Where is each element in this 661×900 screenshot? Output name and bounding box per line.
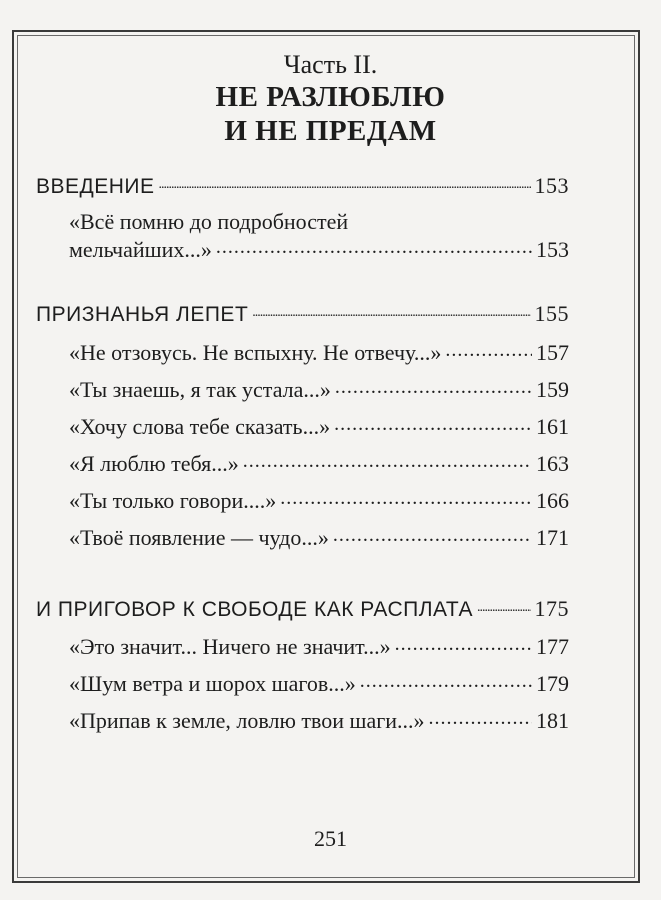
dot-leader	[445, 338, 532, 360]
toc-entry-title: «Шум ветра и шорох шагов...»	[69, 671, 356, 696]
toc-entry[interactable]	[69, 706, 569, 734]
toc-entry-title: «Хочу слова тебе сказать...»	[69, 414, 331, 439]
toc-section-vvedenie[interactable]	[36, 172, 569, 199]
toc-section-title: ПРИЗНАНЬЯ ЛЕПЕТ	[36, 303, 249, 326]
toc-entry-title: «Не отзовусь. Не вспыхну. Не отвечу...»	[69, 340, 442, 365]
toc-page-number: 163	[536, 451, 569, 476]
toc-entry-title: «Я люблю тебя...»	[69, 451, 239, 476]
toc-entry-title: «Это значит... Ничего не значит...»	[69, 634, 391, 659]
toc-page-number: 157	[536, 340, 569, 365]
dot-leader	[333, 523, 532, 545]
toc-page-number: 175	[534, 596, 569, 621]
toc-page-number: 181	[536, 708, 569, 733]
toc-entry[interactable]	[69, 632, 569, 660]
page-number: 251	[314, 826, 347, 851]
toc-entry[interactable]	[69, 669, 569, 697]
toc-page-number: 171	[536, 525, 569, 550]
toc-section-title: И ПРИГОВОР К СВОБОДЕ КАК РАСПЛАТА	[36, 598, 473, 621]
toc-page-number: 161	[536, 414, 569, 439]
toc-entry-title: «Ты только говори....»	[69, 488, 277, 513]
dot-leader	[395, 632, 532, 654]
toc-entry[interactable]	[69, 235, 569, 263]
toc-section-i-prigovor[interactable]	[36, 595, 569, 622]
toc-entry[interactable]	[69, 449, 569, 477]
toc-entry-title: «Ты знаешь, я так устала...»	[69, 377, 331, 402]
toc-entry[interactable]	[69, 486, 569, 514]
toc-entry-title: мельчайших...»	[69, 237, 212, 262]
toc-page-number: 159	[536, 377, 569, 402]
dot-leader	[243, 449, 532, 471]
toc-section-priznanya-lepet[interactable]	[36, 300, 569, 327]
dot-leader	[280, 486, 532, 508]
toc-page-number: 155	[534, 301, 569, 326]
toc-page-number: 179	[536, 671, 569, 696]
toc-entry[interactable]	[69, 338, 569, 366]
dot-leader	[334, 412, 532, 434]
part-title-line-1: НЕ РАЗЛЮБЛЮ	[215, 81, 446, 113]
part-title	[0, 80, 661, 148]
toc-entry-title: «Припав к земле, ловлю твои шаги...»	[69, 708, 425, 733]
toc-page-number: 153	[536, 237, 569, 262]
toc-entry[interactable]	[69, 375, 569, 403]
part-label: Часть II.	[283, 50, 378, 79]
dot-leader	[429, 706, 532, 728]
dot-leader	[477, 595, 531, 616]
dot-leader	[252, 300, 530, 321]
dot-leader	[360, 669, 532, 691]
toc-page-number: 153	[534, 173, 569, 198]
dot-leader	[216, 235, 532, 257]
part-title-line-2: И НЕ ПРЕДАМ	[224, 115, 437, 147]
toc-page-number: 166	[536, 488, 569, 513]
toc-section-title: ВВЕДЕНИЕ	[36, 175, 155, 198]
toc-page-number: 177	[536, 634, 569, 659]
toc-entry-line-1[interactable]: «Всё помню до подробностей	[69, 209, 349, 234]
dot-leader	[335, 375, 532, 397]
toc-entry[interactable]	[69, 412, 569, 440]
dot-leader	[159, 172, 531, 193]
toc-entry-title: «Твоё появление — чудо...»	[69, 525, 329, 550]
toc-entry[interactable]	[69, 523, 569, 551]
